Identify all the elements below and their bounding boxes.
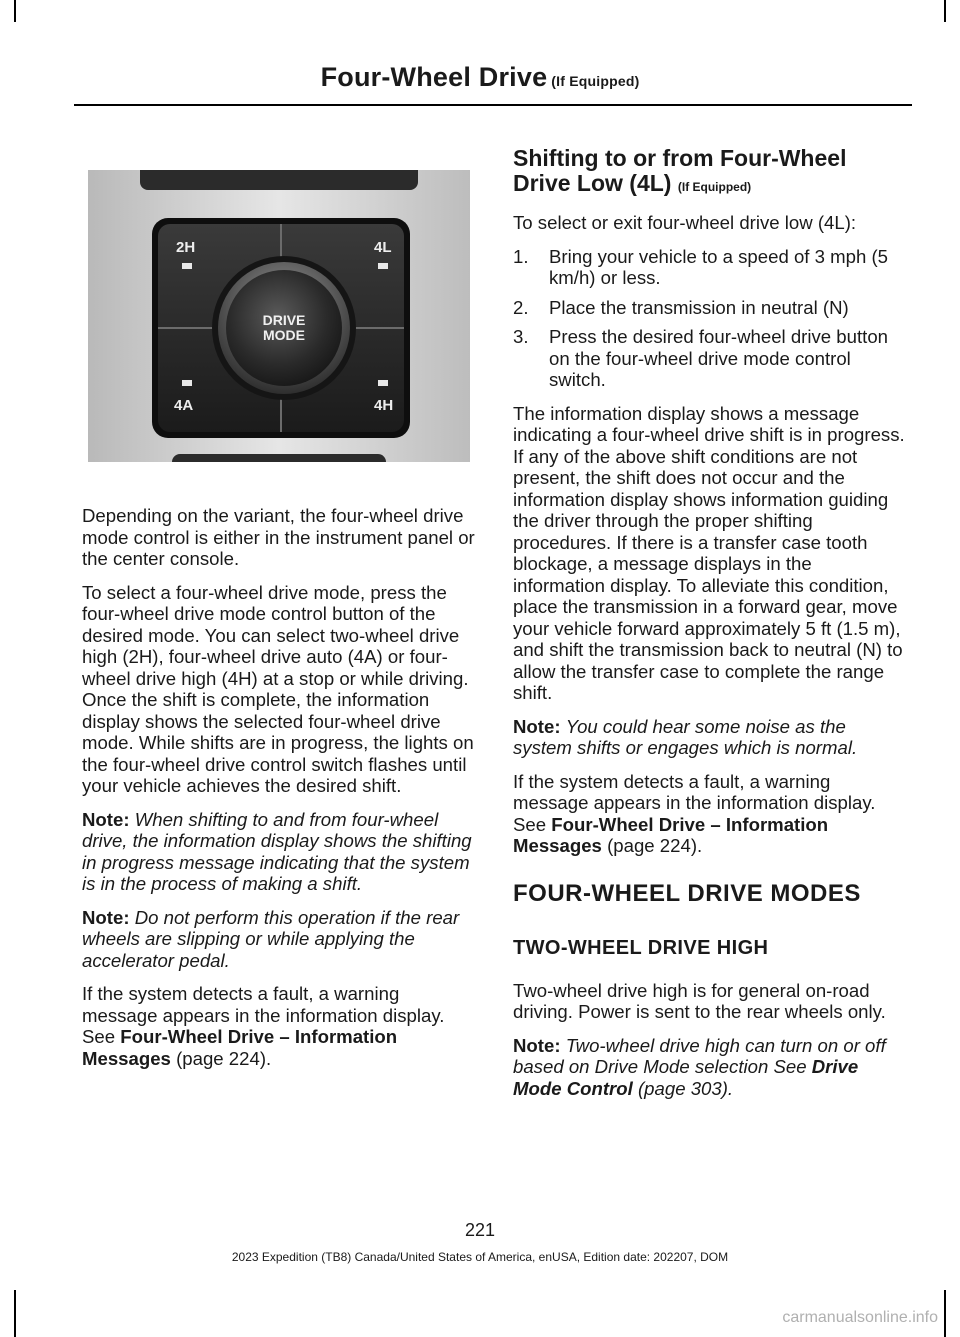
cross-reference-link[interactable]: Four-Wheel Drive – Information Messages	[513, 813, 829, 856]
list-item	[513, 297, 907, 319]
cross-reference-link[interactable]: Four-Wheel Drive – Information Messages	[82, 1026, 398, 1069]
label-2h: 2H	[176, 239, 196, 256]
page-title	[0, 62, 960, 93]
page-title-text: Four-Wheel Drive	[320, 62, 548, 92]
paragraph: Two-wheel drive high is for general on-road driving. Power is sent to the rear wheels only.	[513, 979, 886, 1022]
watermark: carmanualsonline.info	[782, 1309, 938, 1326]
right-column	[513, 146, 907, 1111]
page-title-subtitle: (If Equipped)	[551, 73, 640, 89]
paragraph	[513, 771, 907, 857]
cross-reference-link[interactable]: Drive Mode Control	[513, 1056, 859, 1099]
paragraph	[82, 983, 476, 1069]
crop-mark	[944, 1290, 946, 1337]
step-number: 2.	[513, 296, 529, 318]
list-item	[513, 326, 907, 391]
step-text: Place the transmission in neutral (N)	[549, 296, 849, 318]
note-text: When shifting to and from four-wheel drive, the information display shows the shifting in progress message indicating that the system is in the process of making a shift.	[82, 808, 472, 894]
paragraph: To select or exit four-wheel drive low (4L):	[513, 212, 857, 233]
header-rule	[74, 104, 912, 106]
page-number: 221	[464, 1220, 496, 1240]
note-text: Two-wheel drive high can turn on or off based on Drive Mode selection See	[513, 1034, 886, 1077]
section-heading	[513, 146, 907, 200]
section-heading-text: Shifting to or from Four-Wheel Drive Low (4L)	[513, 145, 847, 196]
note-label: Note:	[82, 906, 130, 928]
knob-label-line2: MODE	[263, 327, 305, 343]
step-number: 3.	[513, 326, 529, 347]
left-column	[82, 505, 476, 1081]
step-text: Bring your vehicle to a speed of 3 mph (5 km/h) or less.	[549, 245, 889, 288]
crop-mark	[944, 0, 946, 22]
label-4h: 4H	[374, 397, 394, 414]
note	[513, 1035, 907, 1100]
page-reference: (page 224).	[176, 1047, 272, 1069]
drive-mode-switch-figure	[88, 170, 470, 462]
note	[513, 716, 907, 759]
paragraph-text: If the system detects a fault, a warning message appears in the information display. See	[82, 983, 445, 1047]
paragraph: To select a four-wheel drive mode, press the four-wheel drive mode control button of the desired mode. You can select two-wheel drive high (2H), four-wheel drive auto (4A) or four-wheel drive high (4H) at a stop or while driving. Once the shift is complete, the information display shows the selected four-wheel drive mode. While shifts are in progress, the lights on the four-wheel drive control switch flashes until your vehicle achieves the desired shift.	[82, 581, 474, 796]
label-4a: 4A	[174, 397, 194, 414]
note	[82, 809, 476, 895]
steps-list	[513, 246, 907, 391]
note	[82, 907, 476, 972]
note-text: Do not perform this operation if the rear wheels are slipping or while applying the accelerator pedal.	[82, 906, 460, 971]
paragraph-text: If the system detects a fault, a warning message appears in the information display. See	[513, 770, 876, 835]
page-reference: (page 303).	[637, 1077, 734, 1099]
section-heading-subtitle: (If Equipped)	[677, 180, 752, 194]
note-label: Note:	[513, 715, 561, 737]
note-text: You could hear some noise as the system shifts or engages which is normal.	[513, 715, 858, 758]
sub-heading: TWO-WHEEL DRIVE HIGH	[513, 937, 769, 959]
step-text: Press the desired four-wheel drive button on the four-wheel drive mode control switch.	[549, 326, 888, 390]
crop-mark	[14, 0, 16, 22]
knob-label-line1: DRIVE	[262, 312, 306, 328]
note-label: Note:	[513, 1034, 561, 1056]
paragraph: The information display shows a message indicating a four-wheel drive shift is in progress. If any of the above shift conditions are not present, the shift does not occur and the information display shows information guiding the driver through the proper shifting procedures. If there is a transfer case tooth blockage, a message displays in the information display. To alleviate this condition, place the transmission in a forward gear, move your vehicle forward approximately 5 ft (1.5 m), and shift the transmission back to neutral (N) to allow the transfer case to complete the range shift.	[513, 402, 905, 703]
label-4l: 4L	[374, 239, 392, 256]
major-heading: FOUR-WHEEL DRIVE MODES	[513, 879, 861, 907]
step-number: 1.	[513, 245, 529, 267]
footer-edition-info: 2023 Expedition (TB8) Canada/United States of America, enUSA, Edition date: 202207, DOM	[231, 1250, 729, 1264]
paragraph: Depending on the variant, the four-wheel drive mode control is either in the instrument panel or the center console.	[82, 505, 475, 569]
crop-mark	[14, 1290, 16, 1337]
note-label: Note:	[82, 808, 130, 830]
page-reference: (page 224).	[607, 835, 703, 856]
list-item	[513, 246, 907, 289]
